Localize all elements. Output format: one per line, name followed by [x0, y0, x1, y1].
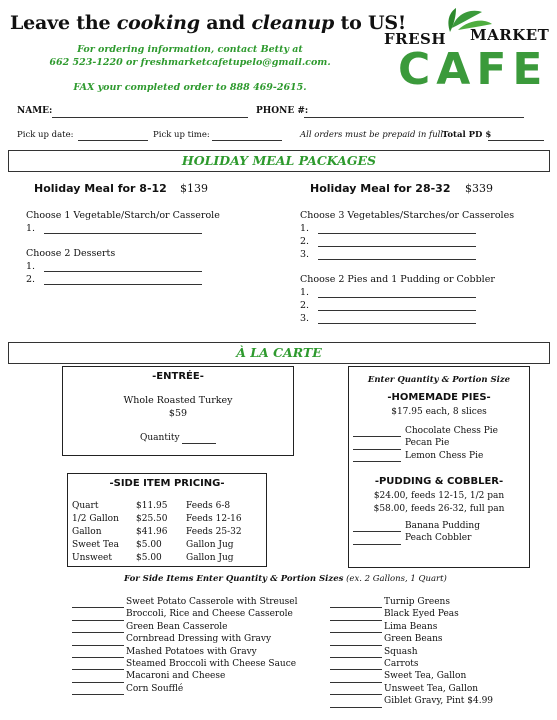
side-item-label: Squash	[384, 646, 418, 657]
side-item-quantity-input[interactable]	[72, 685, 124, 695]
side-item-label: Black Eyed Peas	[384, 609, 459, 620]
pie-item-row	[353, 437, 498, 449]
side-item-label: Steamed Broccoli with Cheese Sauce	[126, 658, 297, 669]
side-pricing-table	[72, 500, 260, 565]
side-item-row	[72, 670, 297, 682]
pkg1-price: $139	[180, 182, 208, 195]
title-text: Leave the	[10, 12, 117, 34]
side-note-text: For Side Items Enter Quantity & Portion Sizes	[124, 574, 344, 584]
page-title	[10, 12, 406, 34]
fax-line: FAX your completed order to 888 469-2615.	[73, 82, 307, 93]
phone-input[interactable]	[304, 117, 524, 118]
pkg2-veg-line-1[interactable]: 1.	[300, 222, 476, 234]
side-item-row	[72, 658, 297, 670]
total-input[interactable]	[488, 140, 544, 141]
pkg1-choose-dessert: Choose 2 Desserts	[26, 248, 116, 259]
pie-item-label: Pecan Pie	[405, 438, 450, 449]
side-pricing-feeds: Feeds 6-8	[186, 501, 231, 511]
side-item-label: Sweet Tea, Gallon	[384, 671, 467, 682]
side-item-label: Cornbread Dressing with Gravy	[126, 634, 272, 645]
side-item-label: Broccoli, Rice and Cheese Casserole	[126, 609, 293, 620]
side-item-quantity-input[interactable]	[330, 660, 382, 670]
side-item-quantity-input[interactable]	[72, 623, 124, 633]
side-item-row	[330, 695, 493, 707]
entree-item: Whole Roasted Turkey	[123, 395, 233, 406]
carte-section-header: À LA CARTE	[8, 342, 550, 364]
pudding-item-label: Banana Pudding	[405, 520, 480, 531]
side-items-note	[124, 574, 447, 584]
pudding-item-label: Peach Cobbler	[405, 533, 472, 544]
side-item-label: Macaroni and Cheese	[126, 671, 226, 682]
side-pricing-price: $41.96	[136, 527, 168, 537]
pickup-time-input[interactable]	[212, 140, 282, 141]
side-pricing-price: $5.00	[136, 553, 162, 563]
side-pricing-row	[72, 552, 260, 565]
side-item-label: Sweet Potato Casserole with Streusel	[126, 596, 298, 607]
title-text: to US!	[334, 12, 407, 34]
pie-item-label: Lemon Chess Pie	[405, 450, 484, 461]
entree-title: -ENTRÉE-	[152, 371, 204, 382]
pkg2-title: Holiday Meal for 28-32	[310, 182, 451, 195]
side-item-quantity-input[interactable]	[330, 648, 382, 658]
side-note-example: (ex. 2 Gallons, 1 Quart)	[346, 574, 447, 584]
side-item-label: Green Bean Casserole	[126, 621, 228, 632]
desserts-box	[348, 366, 530, 568]
side-item-quantity-input[interactable]	[330, 611, 382, 621]
logo-market: MARKET	[470, 26, 550, 44]
side-pricing-size: Unsweet	[72, 553, 112, 563]
side-item-quantity-input[interactable]	[330, 698, 382, 708]
side-pricing-feeds: Gallon Jug	[186, 540, 234, 550]
side-item-row	[330, 608, 493, 620]
pudding-item-row	[353, 520, 480, 532]
side-item-row	[330, 670, 493, 682]
holiday-section-header: HOLIDAY MEAL PACKAGES	[8, 150, 550, 172]
side-pricing-size: 1/2 Gallon	[72, 514, 119, 524]
prepaid-note: All orders must be prepaid in full.	[300, 130, 446, 140]
side-item-label: Corn Soufflé	[126, 683, 184, 694]
side-item-label: Mashed Potatoes with Gravy	[126, 646, 257, 657]
pkg1-choose-veg: Choose 1 Vegetable/Starch/or Casserole	[26, 210, 220, 221]
pkg1-dessert-line-2[interactable]: 2.	[26, 273, 202, 285]
side-item-quantity-input[interactable]	[330, 598, 382, 608]
sides-left-list	[72, 596, 297, 695]
pkg1-veg-line-1[interactable]: 1.	[26, 222, 202, 234]
pkg2-choose-pies: Choose 2 Pies and 1 Pudding or Cobbler	[300, 274, 495, 285]
side-item-label: Carrots	[384, 658, 419, 669]
side-pricing-size: Quart	[72, 501, 99, 511]
side-item-label: Unsweet Tea, Gallon	[384, 683, 479, 694]
entree-box	[62, 366, 294, 456]
side-item-row	[330, 621, 493, 633]
pkg1-dessert-line-1[interactable]: 1.	[26, 260, 202, 272]
side-item-row	[72, 596, 297, 608]
pie-item-quantity-input[interactable]	[353, 440, 401, 450]
side-item-quantity-input[interactable]	[72, 636, 124, 646]
side-pricing-feeds: Feeds 25-32	[186, 527, 242, 537]
pudding-item-quantity-input[interactable]	[353, 522, 401, 532]
entree-quantity-label: Quantity	[140, 433, 180, 443]
pkg1-title: Holiday Meal for 8-12	[34, 182, 167, 195]
logo-fresh: FRESH	[384, 30, 447, 48]
fresh-market-cafe-logo	[384, 6, 550, 102]
pie-item-label: Chocolate Chess Pie	[405, 425, 498, 436]
side-pricing-size: Gallon	[72, 527, 102, 537]
phone-label: PHONE #:	[256, 106, 309, 116]
side-item-label: Giblet Gravy, Pint $4.99	[384, 696, 494, 707]
side-item-quantity-input[interactable]	[72, 598, 124, 608]
side-item-quantity-input[interactable]	[72, 611, 124, 621]
title-cooking: cooking	[116, 12, 200, 34]
side-item-label: Green Beans	[384, 634, 443, 645]
pkg2-price: $339	[465, 182, 493, 195]
pudding-price-1: $24.00, feeds 12-15, 1/2 pan	[373, 491, 505, 501]
sides-right-list	[330, 596, 493, 708]
logo-cafe: CAFE	[398, 44, 549, 95]
side-item-row	[330, 683, 493, 695]
pickup-date-label: Pick up date:	[17, 130, 74, 140]
title-text: and	[199, 12, 252, 34]
enter-qty-label: Enter Quantity & Portion Size	[367, 375, 511, 385]
side-item-row	[330, 596, 493, 608]
side-item-row	[72, 608, 297, 620]
pie-item-row	[353, 425, 498, 437]
pkg2-choose-veg: Choose 3 Vegetables/Starches/or Casseroles	[300, 210, 515, 221]
pkg2-pie-line-3[interactable]: 3.	[300, 312, 476, 324]
pudding-item-row	[353, 532, 480, 544]
contact-line-2: 662 523-1220 or freshmarketcafetupelo@gmail.com.	[49, 57, 331, 68]
contact-line-1: For ordering information, contact Betty at	[77, 44, 303, 55]
side-pricing-row	[72, 526, 260, 539]
side-pricing-price: $5.00	[136, 540, 162, 550]
pickup-time-label: Pick up time:	[153, 130, 210, 140]
side-pricing-row	[72, 539, 260, 552]
pudding-item-quantity-input[interactable]	[353, 535, 401, 545]
total-label: Total PD $	[442, 130, 492, 140]
side-pricing-price: $25.50	[136, 514, 168, 524]
side-item-quantity-input[interactable]	[72, 660, 124, 670]
pies-price: $17.95 each, 8 slices	[391, 407, 487, 417]
title-cleanup: cleanup	[251, 12, 335, 34]
side-item-quantity-input[interactable]	[72, 648, 124, 658]
side-pricing-price: $11.95	[136, 501, 168, 511]
side-pricing-feeds: Gallon Jug	[186, 553, 234, 563]
side-item-quantity-input[interactable]	[72, 673, 124, 683]
side-pricing-box	[67, 473, 267, 567]
side-item-row	[72, 633, 297, 645]
side-item-quantity-input[interactable]	[330, 673, 382, 683]
side-item-label: Lima Beans	[384, 621, 438, 632]
side-item-row	[330, 633, 493, 645]
side-item-quantity-input[interactable]	[330, 623, 382, 633]
side-item-quantity-input[interactable]	[330, 636, 382, 646]
pie-item-quantity-input[interactable]	[353, 427, 401, 437]
side-item-label: Turnip Greens	[384, 596, 450, 607]
pudding-price-2: $58.00, feeds 26-32, full pan	[373, 504, 505, 514]
side-pricing-title: -SIDE ITEM PRICING-	[109, 478, 225, 489]
side-pricing-row	[72, 500, 260, 513]
pkg2-veg-line-3[interactable]: 3.	[300, 248, 476, 260]
entree-price: $59	[168, 408, 188, 419]
side-item-row	[330, 646, 493, 658]
name-input[interactable]	[52, 117, 248, 118]
side-item-row	[330, 658, 493, 670]
side-item-row	[72, 646, 297, 658]
side-pricing-feeds: Feeds 12-16	[186, 514, 242, 524]
side-pricing-row	[72, 513, 260, 526]
side-item-row	[72, 621, 297, 633]
pie-item-row	[353, 450, 498, 462]
pudding-title: -PUDDING & COBBLER-	[374, 476, 504, 487]
pickup-date-input[interactable]	[78, 140, 148, 141]
side-pricing-size: Sweet Tea	[72, 540, 119, 550]
side-item-quantity-input[interactable]	[330, 685, 382, 695]
side-item-row	[72, 683, 297, 695]
entree-quantity-input[interactable]	[182, 443, 216, 444]
pie-item-quantity-input[interactable]	[353, 452, 401, 462]
pkg2-pie-line-2[interactable]: 2.	[300, 299, 476, 311]
pudding-list	[353, 520, 480, 545]
pkg2-pie-line-1[interactable]: 1.	[300, 286, 476, 298]
name-label: NAME:	[17, 106, 53, 116]
pies-list	[353, 425, 498, 462]
pkg2-veg-line-2[interactable]: 2.	[300, 235, 476, 247]
pies-title: -HOMEMADE PIES-	[387, 392, 491, 403]
